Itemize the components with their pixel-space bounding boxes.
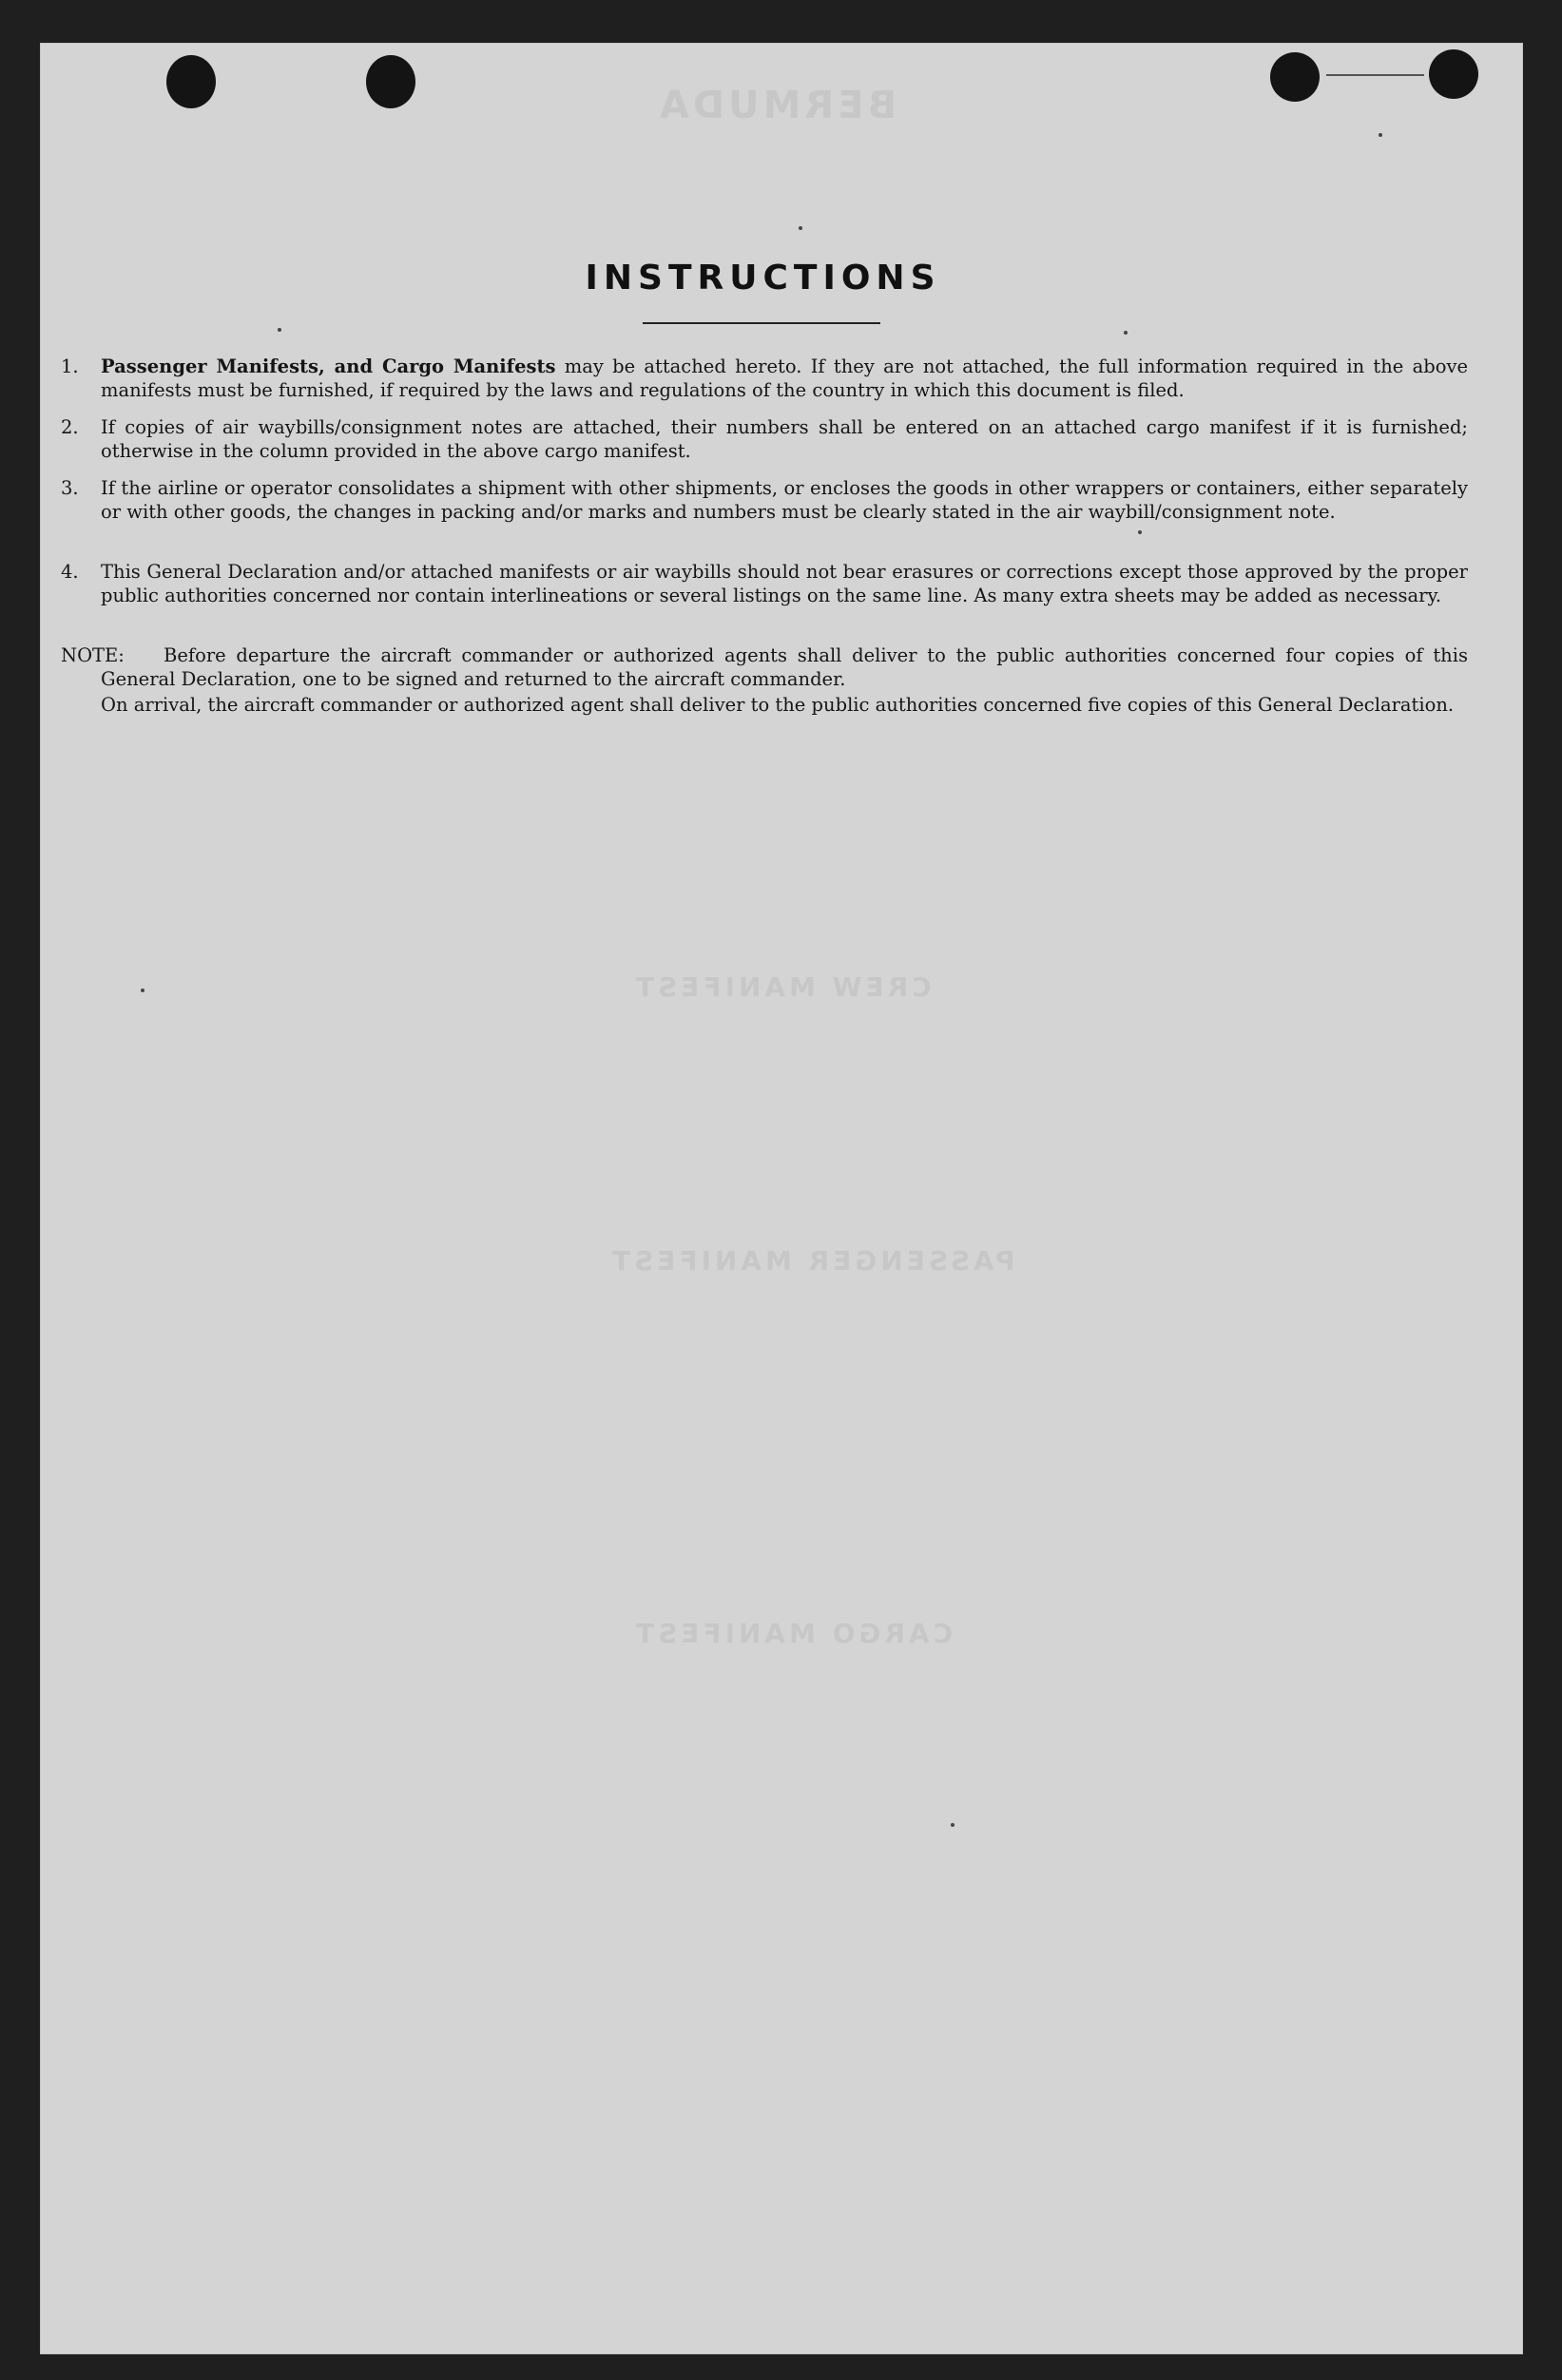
speck (278, 328, 281, 332)
item-number: 1. (61, 355, 79, 377)
item-bold-text: Passenger Manifests, and Cargo Manifests (101, 355, 556, 377)
speck (1379, 133, 1382, 137)
instruction-item-3 (61, 476, 1468, 547)
instruction-item-4 (61, 560, 1468, 631)
bleed-through-heading: BERMUDA (656, 84, 897, 127)
note-text-body: Before departure the aircraft commander or authorized agents shall deliver to the public authorities concerned four copies of this General Declaration, one to be signed and returned to the aircraft commander. (101, 644, 1468, 690)
page-title: INSTRUCTIONS (585, 259, 941, 298)
note-text (61, 643, 1468, 691)
punch-hole (366, 55, 415, 108)
punch-hole (1429, 49, 1478, 99)
title-underline (643, 322, 880, 324)
note-block (61, 643, 1468, 748)
punch-hole (166, 55, 216, 108)
speck (1124, 331, 1128, 335)
note-text-arrival: On arrival, the aircraft commander or authorized agent shall deliver to the public authorities concerned five copies of this General Declaration. (101, 694, 1455, 716)
speck (141, 988, 145, 992)
instruction-item-2 (61, 415, 1468, 463)
bleed-through-cargo: CARGO MANIFEST (632, 1618, 954, 1649)
bleed-through-passenger: PASSENGER MANIFEST (608, 1245, 1015, 1276)
item-number: 4. (61, 561, 79, 583)
speck (951, 1823, 955, 1827)
punch-hole (1270, 52, 1320, 102)
instruction-item-1 (61, 355, 1468, 402)
item-number: 3. (61, 477, 79, 499)
item-text (101, 355, 1468, 402)
item-number: 2. (61, 416, 79, 438)
item-text: If the airline or operator consolidates a shipment with other shipments, or encloses the goods in other wrappers or containers, either separately or with other goods, the changes in packing and/or marks and numbers must be clearly stated in the air waybill/consignment note. (101, 477, 1468, 523)
note-label: NOTE: (61, 644, 125, 666)
item-text-body: may be attached hereto. If they are not attached, the full information required in the above manifests must be furnished, if required by the laws and regulations of the country in which this document is filed. (101, 355, 1468, 401)
bleed-through-crew: CREW MANIFEST (632, 971, 932, 1003)
speck (799, 226, 802, 230)
item-text: If copies of air waybills/consignment notes are attached, their numbers shall be entered on an attached cargo manifest if it is furnished; otherwise in the column provided in the above cargo manifest. (101, 416, 1468, 462)
fastener-mark (1326, 74, 1424, 76)
item-text: This General Declaration and/or attached manifests or air waybills should not bear erasures or corrections except those approved by the proper public authorities concerned nor contain interlineations or several listings on the same line. As many extra sheets may be added as necessary. (101, 561, 1468, 606)
